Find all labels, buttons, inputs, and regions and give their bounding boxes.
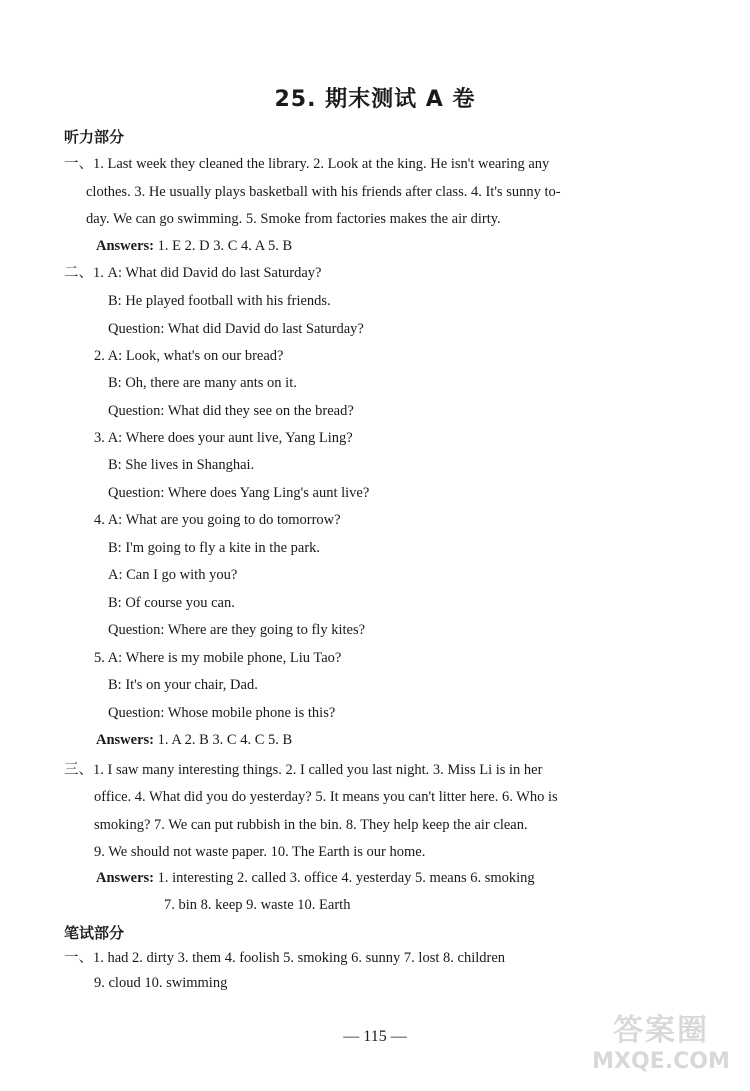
listening-part2-line-9: Question: Where does Yang Ling's aunt live? [108,485,370,501]
answers-text: 1. interesting 2. called 3. office 4. yesterday 5. means 6. smoking [154,870,535,886]
answers-label: Answers: [96,870,154,886]
listening-part3-line-2: office. 4. What did you do yesterday? 5. It means you can't litter here. 6. Who is [94,789,558,805]
answers-label: Answers: [96,238,154,254]
listening-part3-line-3: smoking? 7. We can put rubbish in the bin. 8. They help keep the air clean. [94,817,528,833]
answers-label: Answers: [96,732,154,748]
listening-part2-line-14: Question: Where are they going to fly kites? [108,622,366,638]
listening-part2-line-7: 3. A: Where does your aunt live, Yang Ling? [94,430,353,446]
listening-part2-answers [96,733,292,748]
listening-part3-line-4: 9. We should not waste paper. 10. The Earth is our home. [94,844,426,860]
answers-text: 1. A 2. B 3. C 4. C 5. B [154,732,293,748]
listening-part2-line-1: 二、1. A: What did David do last Saturday? [64,265,322,281]
listening-part2-line-12: A: Can I go with you? [108,567,238,583]
listening-part2-line-6: Question: What did they see on the bread? [108,403,354,419]
listening-part2-line-8: B: She lives in Shanghai. [108,457,255,473]
listening-part2-line-17: Question: Whose mobile phone is this? [108,705,336,721]
listening-part1-line-3: day. We can go swimming. 5. Smoke from factories makes the air dirty. [86,211,501,227]
page-title: 25. 期末测试 A 卷 [274,87,476,112]
watermark-logo [590,1005,732,1085]
listening-part1-line-2: clothes. 3. He usually plays basketball with his friends after class. 4. It's sunny to- [86,184,561,200]
listening-part2-line-3: Question: What did David do last Saturday? [108,321,364,337]
listening-part2-line-11: B: I'm going to fly a kite in the park. [108,540,321,556]
watermark-logo-text: 答案圈 [613,1013,709,1048]
listening-part2-line-13: B: Of course you can. [108,595,235,611]
listening-part2-line-16: B: It's on your chair, Dad. [108,677,258,693]
section-heading-listening: 听力部分 [64,128,125,146]
answers-text: 1. E 2. D 3. C 4. A 5. B [154,238,293,254]
listening-part2-line-4: 2. A: Look, what's on our bread? [94,348,284,364]
listening-part2-line-5: B: Oh, there are many ants on it. [108,375,297,391]
written-part1-line-2: 9. cloud 10. swimming [94,975,228,991]
listening-part1-line-1: 一、1. Last week they cleaned the library. 2. Look at the king. He isn't wearing any [64,156,550,172]
listening-part2-line-15: 5. A: Where is my mobile phone, Liu Tao? [94,650,342,666]
watermark-url: MXQE.COM [592,1049,730,1074]
listening-part2-line-2: B: He played football with his friends. [108,293,331,309]
listening-part3-line-1: 三、1. I saw many interesting things. 2. I called you last night. 3. Miss Li is in her [64,762,543,778]
listening-part3-answers [96,871,535,886]
section-heading-written: 笔试部分 [64,924,125,942]
listening-part2-line-10: 4. A: What are you going to do tomorrow? [94,512,341,528]
page-number: — 115 — [343,1028,407,1045]
written-part1-line-1: 一、1. had 2. dirty 3. them 4. foolish 5. smoking 6. sunny 7. lost 8. children [64,950,506,966]
listening-part3-answers-line-2: 7. bin 8. keep 9. waste 10. Earth [164,897,351,913]
listening-part1-answers [96,239,292,254]
